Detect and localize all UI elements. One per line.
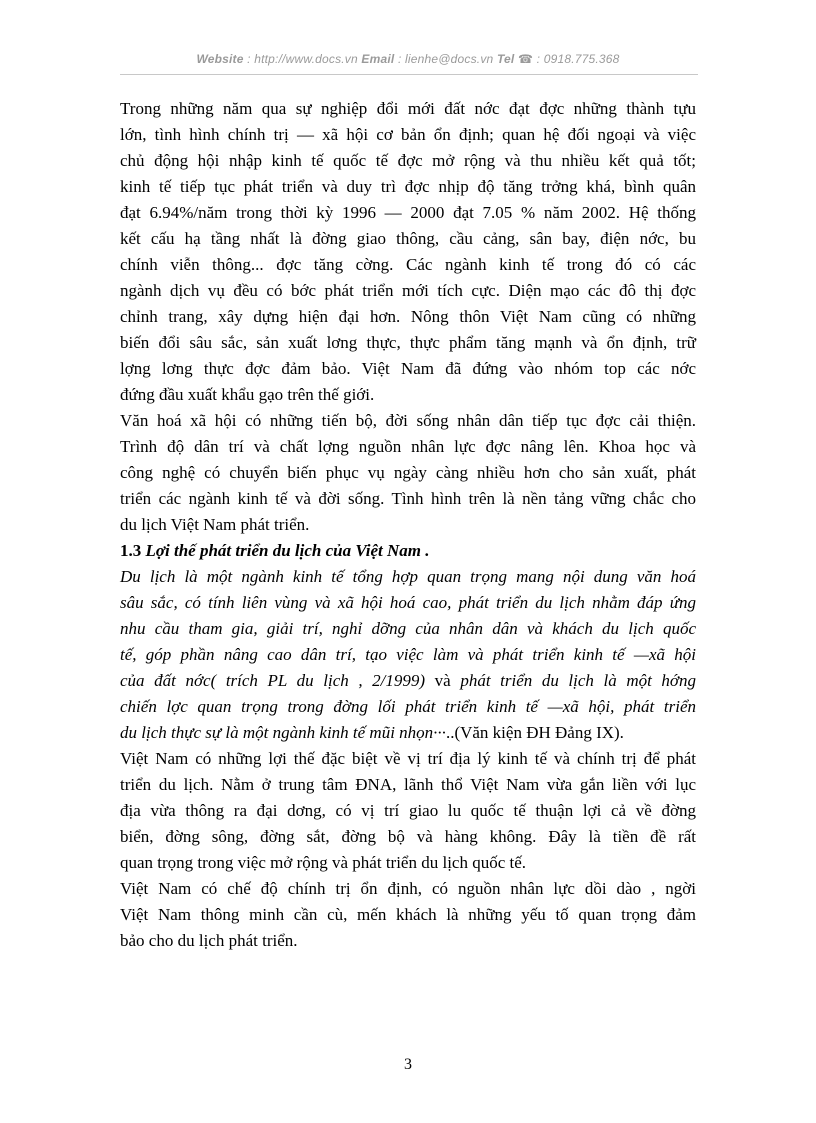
quote-ending: du lịch thực sự là một ngành kinh tế mũi nhọn··· xyxy=(120,723,446,742)
paragraph-economic-achievements xyxy=(120,96,696,408)
section-heading xyxy=(120,538,696,564)
text-line: chính viễn thông... đợc tăng cờng. Các ngành kinh tế trong đó có các xyxy=(120,255,696,274)
text-line: bảo cho du lịch phát triển. xyxy=(120,931,298,950)
text-line: lớn, tình hình chính trị — xã hội cơ bản ổn định; quan hệ đối ngoại và việc xyxy=(120,125,696,144)
section-number: 1.3 xyxy=(120,541,142,560)
website-label: Website xyxy=(196,52,244,66)
text-line: chủ động hội nhập kinh tế quốc tế đợc mở rộng và thu nhiều kết quả tốt; xyxy=(120,151,696,170)
text-line: đạt 6.94%/năm trong thời kỳ 1996 — 2000 đạt 7.05 % năm 2002. Hệ thống xyxy=(120,203,696,222)
paragraph-social-progress xyxy=(120,408,696,538)
page-header xyxy=(0,52,816,66)
email-value: : lienhe@docs.vn xyxy=(394,52,497,66)
text-line: biển, đờng sông, đờng sắt, đờng bộ và hàng không. Đây là tiền đề rất xyxy=(120,827,696,846)
tel-label: Tel xyxy=(496,52,515,66)
text-line: ngành dịch vụ đều có bớc phát triển mới tích cực. Diện mạo các đô thị đợc xyxy=(120,281,696,300)
text-line: Việt Nam có những lợi thế đặc biệt về vị trí địa lý kinh tế và chính trị để phát xyxy=(120,749,696,768)
page-number: 3 xyxy=(404,1056,412,1073)
quote-line: tế, góp phần nâng cao dân trí, tạo việc làm và phát triển kinh tế —xã hội xyxy=(120,645,696,664)
text-line: kết cấu hạ tầng nhất là đờng giao thông, cầu cảng, sân bay, điện nớc, bu xyxy=(120,229,696,248)
text-line: địa vừa thông ra đại dơng, có vị trí giao lu quốc tế thuận lợi cả về đờng xyxy=(120,801,696,820)
text-line: lợng lơng thực đợc đảm bảo. Việt Nam đã đứng vào nhóm top các nớc xyxy=(120,359,696,378)
quote-line: nhu cầu tham gia, giải trí, nghỉ dỡng của nhân dân và khách du lịch quốc xyxy=(120,619,696,638)
paragraph-quote xyxy=(120,564,696,746)
quote-line: sâu sắc, có tính liên vùng và xã hội hoá cao, phát triển du lịch nhằm đáp ứng xyxy=(120,593,696,612)
quote-conjunction: và xyxy=(434,671,451,690)
text-line: biến đổi sâu sắc, sản xuất lơng thực, thực phẩm tăng mạnh và ổn định, trữ xyxy=(120,333,696,352)
tel-value: ☎ : 0918.775.368 xyxy=(514,52,620,66)
text-line: Văn hoá xã hội có những tiến bộ, đời sống nhân dân tiếp tục đợc cải thiện. xyxy=(120,411,696,430)
text-line: triển các ngành kinh tế và đời sống. Tình hình trên là nền tảng vững chắc cho xyxy=(120,489,696,508)
text-line: du lịch Việt Nam phát triển. xyxy=(120,515,310,534)
text-line: Việt Nam có chế độ chính trị ổn định, có nguồn nhân lực dồi dào , ngời xyxy=(120,879,696,898)
quote-continuation: phát triển du lịch là một hớng xyxy=(450,671,696,690)
website-value: : http://www.docs.vn xyxy=(243,52,362,66)
text-line: kinh tế tiếp tục phát triển và duy trì đợc nhịp độ tăng trởng khá, bình quân xyxy=(120,177,696,196)
paragraph-geographic-advantage xyxy=(120,746,696,876)
text-line: đứng đầu xuất khẩu gạo trên thế giới. xyxy=(120,385,375,404)
section-title: Lợi thế phát triển du lịch của Việt Nam . xyxy=(141,541,430,560)
email-label: Email xyxy=(361,52,395,66)
text-line: quan trọng trong việc mở rộng và phát triển du lịch quốc tế. xyxy=(120,853,527,872)
text-line: Việt Nam thông minh cần cù, mến khách là những yếu tố quan trọng đảm xyxy=(120,905,696,924)
quote-line: chiến lợc quan trọng trong đờng lối phát triển kinh tế —xã hội, phát triển xyxy=(120,697,696,716)
text-line: triển du lịch. Nằm ở trung tâm ĐNA, lãnh thổ Việt Nam vừa gắn liền với lục xyxy=(120,775,696,794)
paragraph-political-stability xyxy=(120,876,696,954)
text-line: công nghệ có chuyển biến phục vụ ngày càng nhiều hơn cho sản xuất, phát xyxy=(120,463,696,482)
quote-citation: của đất nớc( trích PL du lịch , 2/1999) xyxy=(120,671,435,690)
header-divider xyxy=(120,74,698,75)
quote-source: ..(Văn kiện ĐH Đảng IX). xyxy=(445,723,624,742)
quote-line: Du lịch là một ngành kinh tế tổng hợp quan trọng mang nội dung văn hoá xyxy=(120,567,696,586)
quote-line xyxy=(120,720,696,746)
text-line: chỉnh trang, xây dựng hiện đại hơn. Nông thôn Việt Nam cũng có những xyxy=(120,307,696,326)
document-body xyxy=(120,96,696,954)
quote-line xyxy=(120,668,696,694)
text-line: Trình độ dân trí và chất lợng nguồn nhân lực đợc nâng lên. Khoa học và xyxy=(120,437,696,456)
text-line: Trong những năm qua sự nghiệp đổi mới đất nớc đạt đợc những thành tựu xyxy=(120,99,696,118)
